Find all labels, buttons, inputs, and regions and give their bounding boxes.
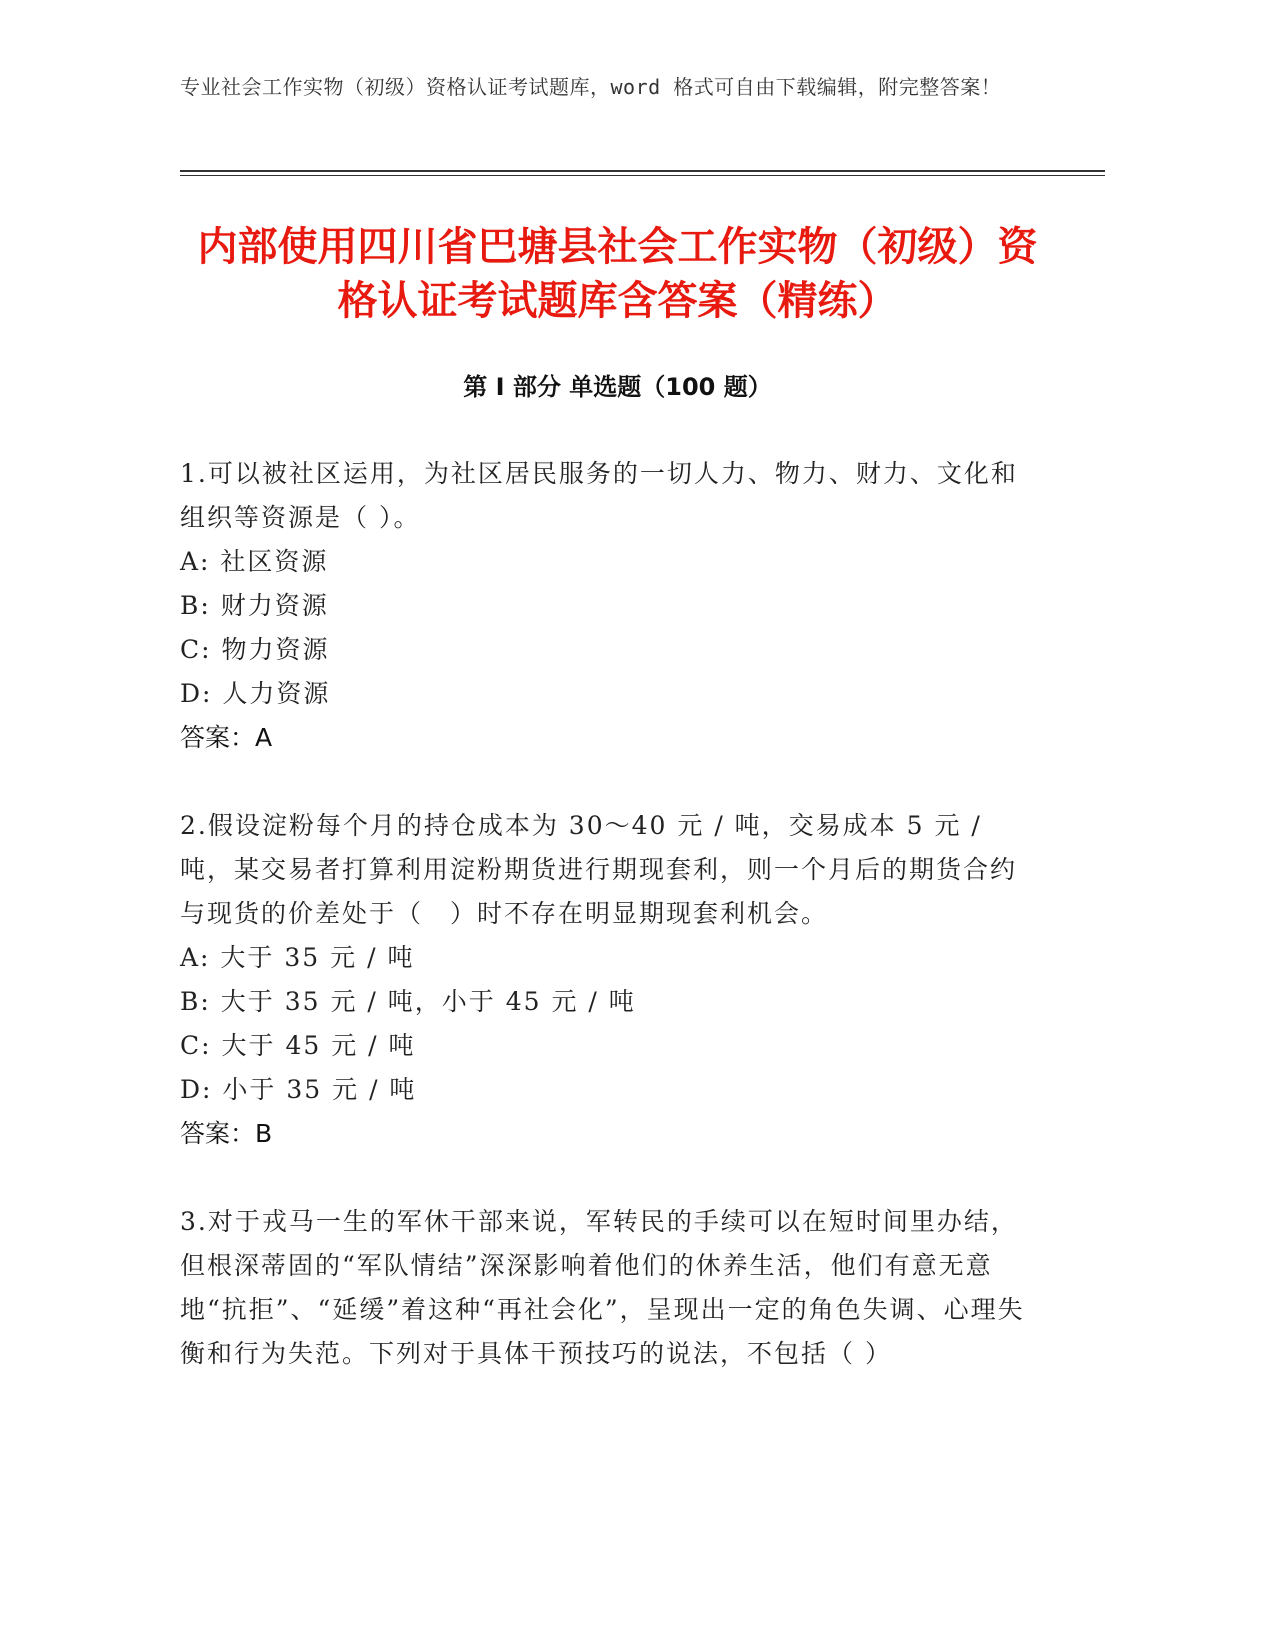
answer: 答案：A xyxy=(180,723,273,752)
question-text: 1.可以被社区运用，为社区居民服务的一切人力、物力、财力、文化和组织等资源是（ ）。 xyxy=(180,459,1018,532)
option-c: C: 物力资源 xyxy=(180,635,330,664)
answer: 答案：B xyxy=(180,1119,273,1148)
question-list xyxy=(180,452,1040,1420)
header-divider-thick xyxy=(180,170,1105,172)
option-d: D: 人力资源 xyxy=(180,679,331,708)
option-b: B: 大于 35 元 / 吨，小于 45 元 / 吨 xyxy=(180,987,636,1016)
option-d: D: 小于 35 元 / 吨 xyxy=(180,1075,417,1104)
option-a: A: 社区资源 xyxy=(180,547,329,576)
header-divider-thin xyxy=(180,175,1105,176)
document-title: 内部使用四川省巴塘县社会工作实物（初级）资格认证考试题库含答案（精练） xyxy=(197,224,1038,324)
header-note: 专业社会工作实物（初级）资格认证考试题库，word 格式可自由下载编辑，附完整答案！ xyxy=(180,75,1002,99)
option-a: A: 大于 35 元 / 吨 xyxy=(180,943,415,972)
section-title: 第 I 部分 单选题（100 题） xyxy=(463,373,772,401)
option-b: B: 财力资源 xyxy=(180,591,329,620)
question-text: 2.假设淀粉每个月的持仓成本为 30～40 元 / 吨，交易成本 5 元 / 吨，某交易者打算利用淀粉期货进行期现套利，则一个月后的期货合约与现货的价差处于（ ）时不存在明显期现套利机会。 xyxy=(180,811,1018,928)
question-2 xyxy=(180,804,1040,1156)
question-text: 3.对于戎马一生的军休干部来说，军转民的手续可以在短时间里办结，但根深蒂固的“军队情结”深深影响着他们的休养生活，他们有意无意地“抗拒”、“延缓”着这种“再社会化”，呈现出一定的角色失调、心理失衡和行为失范。下列对于具体干预技巧的说法，不包括（ ） xyxy=(180,1207,1025,1368)
option-c: C: 大于 45 元 / 吨 xyxy=(180,1031,416,1060)
question-3 xyxy=(180,1200,1040,1376)
question-1 xyxy=(180,452,1040,760)
